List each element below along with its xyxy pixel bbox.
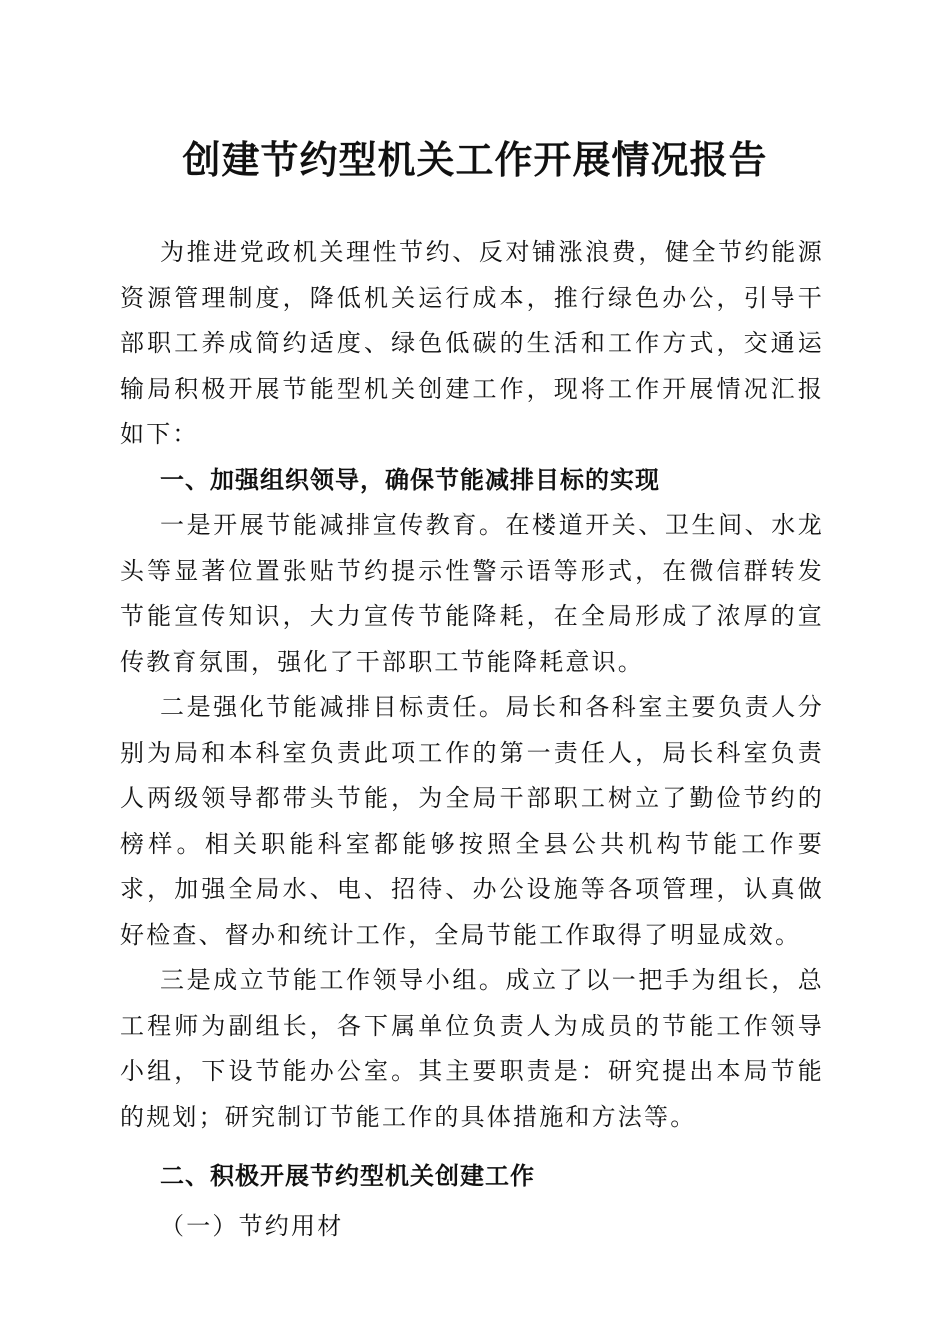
- document-title: 创建节约型机关工作开展情况报告: [182, 137, 768, 182]
- paragraph-text: 成立了以一把手为组长，总工程师为副组长，各下属单位负责人为成员的节能工作领导小组，下设节能办公室。其主要职责是：研究提出本局节能的规划；研究制订节能工作的具体措施和方法等。: [120, 966, 824, 1131]
- paragraph-text: 在楼道开关、卫生间、水龙头等显著位置张贴节约提示性警示语等形式，在微信群转发节能宣传知识，大力宣传节能降耗，在全局形成了浓厚的宣传教育氛围，强化了干部职工节能降耗意识。: [120, 511, 824, 676]
- section-2-heading: 二、积极开展节约型机关创建工作: [160, 1162, 535, 1190]
- document-body: [120, 230, 824, 1249]
- paragraph-lead: 一是开展节能减排宣传教育。: [160, 511, 506, 539]
- paragraph-lead: 二是强化节能减排目标责任。: [160, 693, 506, 721]
- paragraph-text: 局长和各科室主要负责人分别为局和本科室负责此项工作的第一责任人，局长科室负责人两级领导都带头节能，为全局干部职工树立了勤俭节约的榜样。相关职能科室都能够按照全县公共机构节能工作要求，加强全局水、电、招待、办公设施等各项管理，认真做好检查、督办和统计工作，全局节能工作取得了明显成效。: [120, 693, 824, 949]
- paragraph-lead: 三是成立节能工作领导小组。: [160, 966, 506, 994]
- section-2-subheading: （一）节约用材: [160, 1211, 344, 1240]
- section-1-paragraph-3: [120, 958, 824, 1140]
- intro-paragraph: 为推进党政机关理性节约、反对铺涨浪费，健全节约能源资源管理制度，降低机关运行成本，推行绿色办公，引导干部职工养成简约适度、绿色低碳的生活和工作方式，交通运输局积极开展节能型机关创建工作，现将工作开展情况汇报如下：: [120, 238, 824, 448]
- section-1-paragraph-1: [120, 503, 824, 685]
- section-1-paragraph-2: [120, 685, 824, 958]
- section-1-heading: 一、加强组织领导，确保节能减排目标的实现: [160, 465, 660, 494]
